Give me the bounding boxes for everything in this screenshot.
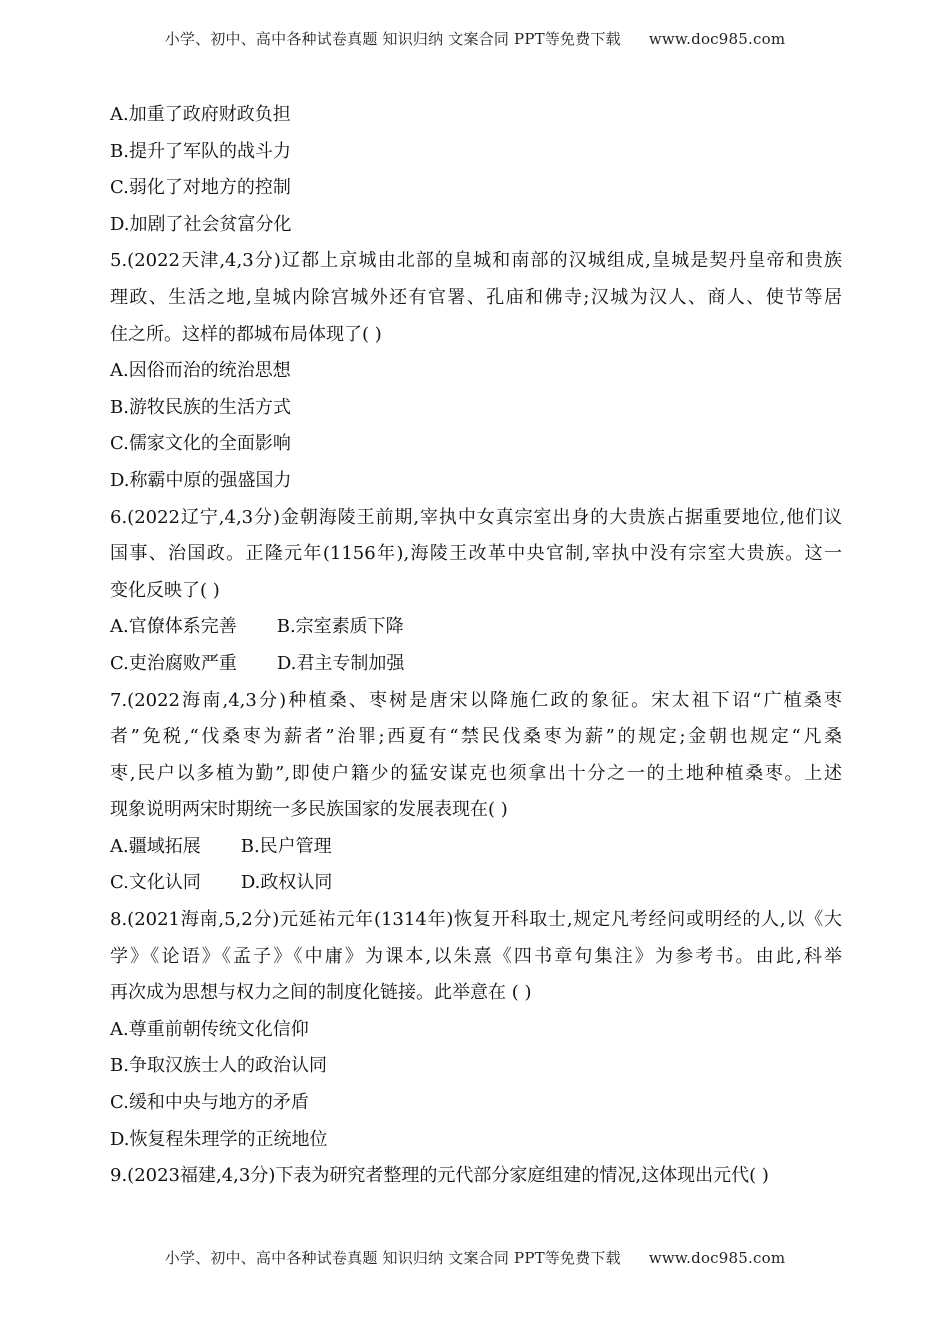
question-6-stem	[110, 500, 842, 610]
question-7	[110, 683, 842, 903]
option-4d: D.加剧了社会贫富分化	[110, 213, 292, 235]
page-footer	[0, 1247, 950, 1268]
question-4-options	[110, 97, 842, 243]
option-6b: B.宗室素质下降	[276, 616, 404, 638]
option-6d: D.君主专制加强	[276, 652, 405, 674]
option-5d: D.称霸中原的强盛国力	[110, 469, 292, 491]
option-5c: C.儒家文化的全面影响	[110, 433, 291, 455]
question-8	[110, 902, 842, 1158]
footer-text: 小学、初中、高中各种试卷真题 知识归纳 文案合同 PPT等免费下载	[164, 1249, 621, 1267]
page-header	[0, 28, 950, 49]
stem-line: 7.(2022海南,4,3分)种植桑、枣树是唐宋以降施仁政的象征。宋太祖下诏“广植桑枣	[110, 689, 842, 711]
stem-line: 住之所。这样的都城布局体现了( )	[110, 323, 382, 345]
question-5-stem	[110, 243, 842, 353]
option-7c: C.文化认同	[110, 872, 201, 894]
question-6	[110, 500, 842, 683]
option-5a: A.因俗而治的统治思想	[110, 360, 291, 382]
question-content	[110, 97, 842, 1195]
option-6a: A.官僚体系完善	[110, 616, 237, 638]
stem-line: 现象说明两宋时期统一多民族国家的发展表现在( )	[110, 799, 508, 821]
stem-line: 8.(2021海南,5,2分)元延祐元年(1314年)恢复开科取士,规定凡考经问或明经的人,以《大	[110, 909, 842, 931]
option-7d: D.政权认同	[240, 872, 333, 894]
header-text: 小学、初中、高中各种试卷真题 知识归纳 文案合同 PPT等免费下载	[164, 30, 621, 48]
option-row	[110, 829, 842, 866]
question-5	[110, 243, 842, 499]
option-7b: B.民户管理	[240, 835, 332, 857]
stem-line: 理政、生活之地,皇城内除宫城外还有官署、孔庙和佛寺;汉城为汉人、商人、使节等居	[110, 286, 842, 308]
header-site-link[interactable]: www.doc985.com	[648, 30, 786, 48]
option-4a: A.加重了政府财政负担	[110, 104, 291, 125]
stem-line: 再次成为思想与权力之间的制度化链接。此举意在 ( )	[110, 982, 532, 1004]
option-4b: B.提升了军队的战斗力	[110, 140, 291, 162]
option-8a: A.尊重前朝传统文化信仰	[110, 1018, 309, 1040]
question-9	[110, 1158, 842, 1195]
stem-line: 变化反映了( )	[110, 579, 220, 601]
option-row	[110, 865, 842, 902]
stem-line: 5.(2022天津,4,3分)辽都上京城由北部的皇城和南部的汉城组成,皇城是契丹皇帝和贵族	[110, 250, 842, 272]
stem-line: 学》《论语》《孟子》《中庸》为课本,以朱熹《四书章句集注》为参考书。由此,科举	[110, 945, 842, 967]
question-7-stem	[110, 683, 842, 829]
stem-line: 国事、治国政。正隆元年(1156年),海陵王改革中央官制,宰执中没有宗室大贵族。这一	[110, 543, 842, 565]
option-4c: C.弱化了对地方的控制	[110, 177, 291, 199]
question-8-stem	[110, 902, 842, 1012]
stem-line: 6.(2022辽宁,4,3分)金朝海陵王前期,宰执中女真宗室出身的大贵族占据重要地位,他们议	[110, 506, 842, 528]
footer-site-link[interactable]: www.doc985.com	[648, 1249, 786, 1267]
option-8d: D.恢复程朱理学的正统地位	[110, 1128, 328, 1150]
option-5b: B.游牧民族的生活方式	[110, 396, 291, 418]
option-row	[110, 609, 842, 646]
stem-line: 者”免税,“伐桑枣为薪者”治罪;西夏有“禁民伐桑枣为薪”的规定;金朝也规定“凡桑	[110, 726, 842, 748]
option-8c: C.缓和中央与地方的矛盾	[110, 1092, 309, 1114]
option-6c: C.吏治腐败严重	[110, 652, 237, 674]
stem-line: 9.(2023福建,4,3分)下表为研究者整理的元代部分家庭组建的情况,这体现出元代( )	[110, 1165, 769, 1187]
option-8b: B.争取汉族士人的政治认同	[110, 1055, 327, 1077]
option-row	[110, 646, 842, 683]
stem-line: 枣,民户以多植为勤”,即使户籍少的猛安谋克也须拿出十分之一的土地种植桑枣。上述	[110, 762, 842, 784]
option-7a: A.疆域拓展	[110, 835, 201, 857]
